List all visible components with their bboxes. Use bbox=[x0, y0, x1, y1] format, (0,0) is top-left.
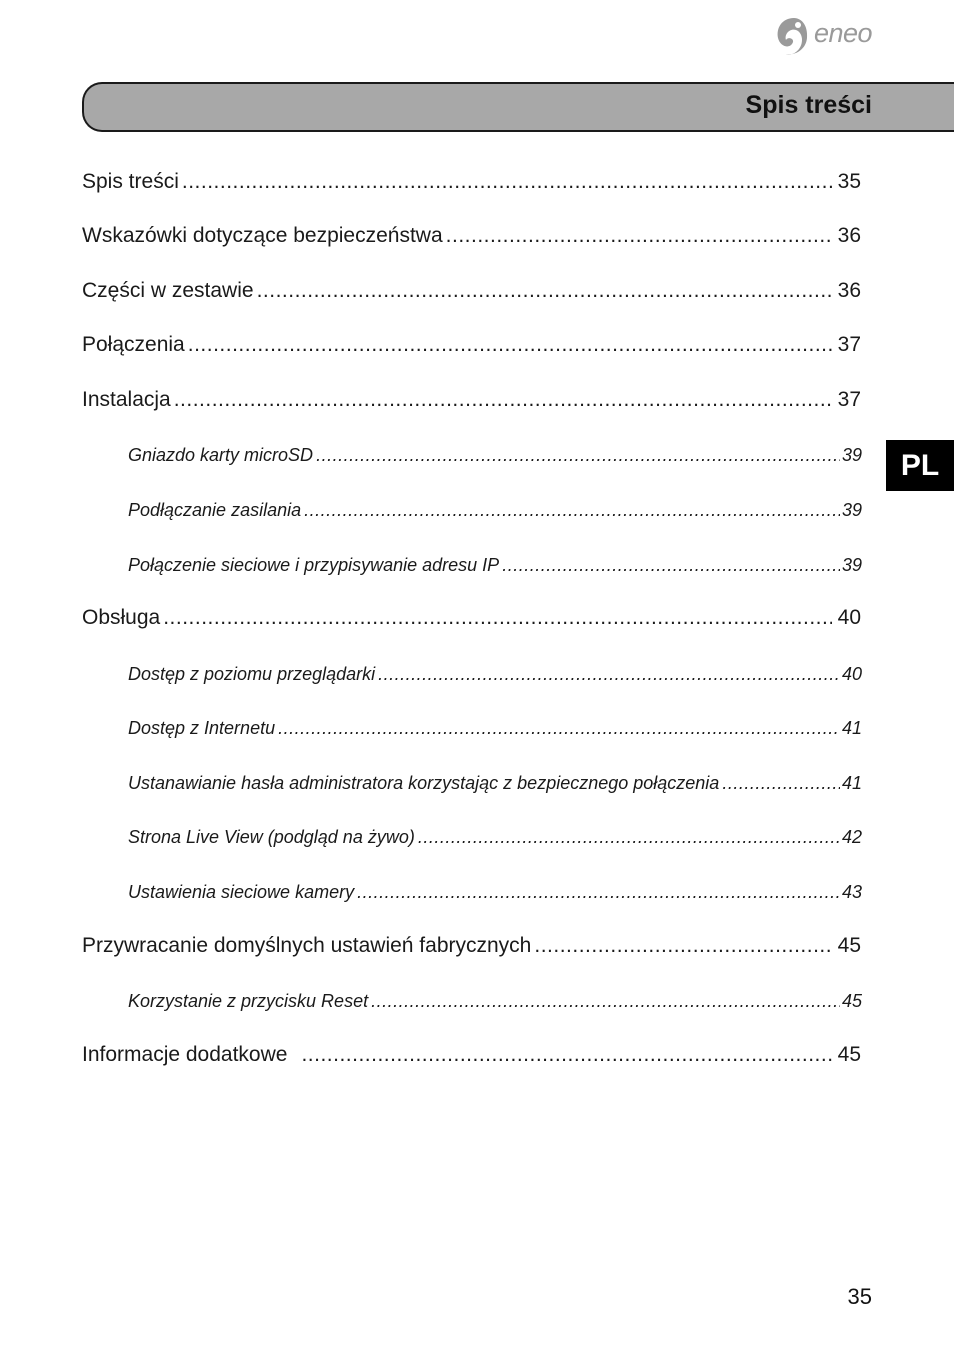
toc-entry-page: 36 bbox=[837, 224, 861, 247]
toc-entry-label: Obsługa bbox=[82, 606, 161, 629]
toc-entry-page: 36 bbox=[837, 279, 861, 302]
toc-subentry[interactable] bbox=[128, 445, 862, 466]
toc-leader-dots bbox=[301, 1043, 831, 1067]
toc-subentry-label: Dostęp z poziomu przeglądarki bbox=[128, 664, 376, 684]
toc-leader-dots bbox=[316, 445, 840, 466]
toc-subentry[interactable] bbox=[128, 718, 862, 739]
toc-entry[interactable] bbox=[82, 388, 861, 412]
toc-subentry-page: 39 bbox=[841, 500, 862, 520]
toc-entry-page: 40 bbox=[837, 606, 861, 629]
toc-leader-dots bbox=[502, 555, 840, 576]
toc-subentry-label: Gniazdo karty microSD bbox=[128, 445, 314, 465]
toc-subentry-page: 42 bbox=[841, 827, 862, 847]
toc-subentry-page: 43 bbox=[841, 882, 862, 902]
toc-leader-dots bbox=[722, 773, 840, 794]
toc-subentry-page: 40 bbox=[841, 664, 862, 684]
toc-entry-label: Części w zestawie bbox=[82, 279, 254, 302]
toc-subentry[interactable] bbox=[128, 500, 862, 521]
toc-entry-label: Informacje dodatkowe bbox=[82, 1043, 288, 1066]
page-number: 35 bbox=[847, 1284, 872, 1309]
toc-subentry-page: 41 bbox=[841, 718, 862, 738]
toc-leader-dots bbox=[446, 224, 832, 248]
toc-subentry-page: 39 bbox=[841, 445, 862, 465]
toc-subentry-label: Połączenie sieciowe i przypisywanie adresu IP bbox=[128, 555, 500, 575]
toc-entry[interactable] bbox=[82, 1043, 861, 1067]
toc-subentry-label: Ustanawianie hasła administratora korzystając z bezpiecznego połączenia bbox=[128, 773, 720, 793]
toc-leader-dots bbox=[534, 934, 831, 958]
toc-entry-page: 45 bbox=[837, 934, 861, 957]
toc-subentry-page: 41 bbox=[841, 773, 862, 793]
toc-subentry[interactable] bbox=[128, 827, 862, 848]
toc-leader-dots bbox=[418, 827, 840, 848]
toc-entry[interactable] bbox=[82, 279, 861, 303]
toc-leader-dots bbox=[174, 388, 832, 412]
toc-entry-label: Instalacja bbox=[82, 388, 171, 411]
eneo-swirl-logo-icon bbox=[774, 16, 810, 56]
toc-leader-dots bbox=[188, 333, 832, 357]
toc-leader-dots bbox=[163, 606, 831, 630]
toc-entry-page: 45 bbox=[837, 1043, 861, 1066]
language-tab bbox=[886, 440, 954, 491]
toc-entry[interactable] bbox=[82, 606, 861, 630]
toc-leader-dots bbox=[182, 170, 832, 194]
brand-logo bbox=[774, 16, 884, 58]
toc-leader-dots bbox=[304, 500, 840, 521]
toc-leader-dots bbox=[378, 664, 840, 685]
toc-subentry-label: Ustawienia sieciowe kamery bbox=[128, 882, 355, 902]
toc-entry-page: 35 bbox=[837, 170, 861, 193]
language-tab-label: PL bbox=[900, 448, 940, 482]
toc-leader-dots bbox=[357, 882, 840, 903]
toc-leader-dots bbox=[278, 718, 840, 739]
page-title: Spis treści bbox=[745, 91, 872, 119]
toc-entry[interactable] bbox=[82, 333, 861, 357]
toc-subentry[interactable] bbox=[128, 555, 862, 576]
toc-subentry-label: Dostęp z Internetu bbox=[128, 718, 276, 738]
toc-subentry-page: 45 bbox=[841, 991, 862, 1011]
toc-subentry-page: 39 bbox=[841, 555, 862, 575]
toc-entry-page: 37 bbox=[837, 333, 861, 356]
toc-entry[interactable] bbox=[82, 224, 861, 248]
toc-subentry-label: Podłączanie zasilania bbox=[128, 500, 302, 520]
toc-subentry[interactable] bbox=[128, 991, 862, 1012]
toc-entry-label: Wskazówki dotyczące bezpieczeństwa bbox=[82, 224, 443, 247]
toc-leader-dots bbox=[371, 991, 840, 1012]
toc-entry-label: Spis treści bbox=[82, 170, 179, 193]
toc-subentry[interactable] bbox=[128, 664, 862, 685]
toc-entry-label: Połączenia bbox=[82, 333, 185, 356]
toc-entry[interactable] bbox=[82, 170, 861, 194]
toc-subentry-label: Strona Live View (podgląd na żywo) bbox=[128, 827, 415, 847]
toc-entry-label: Przywracanie domyślnych ustawień fabrycznych bbox=[82, 934, 532, 957]
toc-entry-page: 37 bbox=[837, 388, 861, 411]
toc-leader-dots bbox=[257, 279, 832, 303]
toc-subentry[interactable] bbox=[128, 773, 862, 794]
toc-subentry-label: Korzystanie z przycisku Reset bbox=[128, 991, 369, 1011]
brand-logo-text: eneo bbox=[814, 18, 873, 48]
toc-subentry[interactable] bbox=[128, 882, 862, 903]
toc-entry[interactable] bbox=[82, 934, 861, 958]
